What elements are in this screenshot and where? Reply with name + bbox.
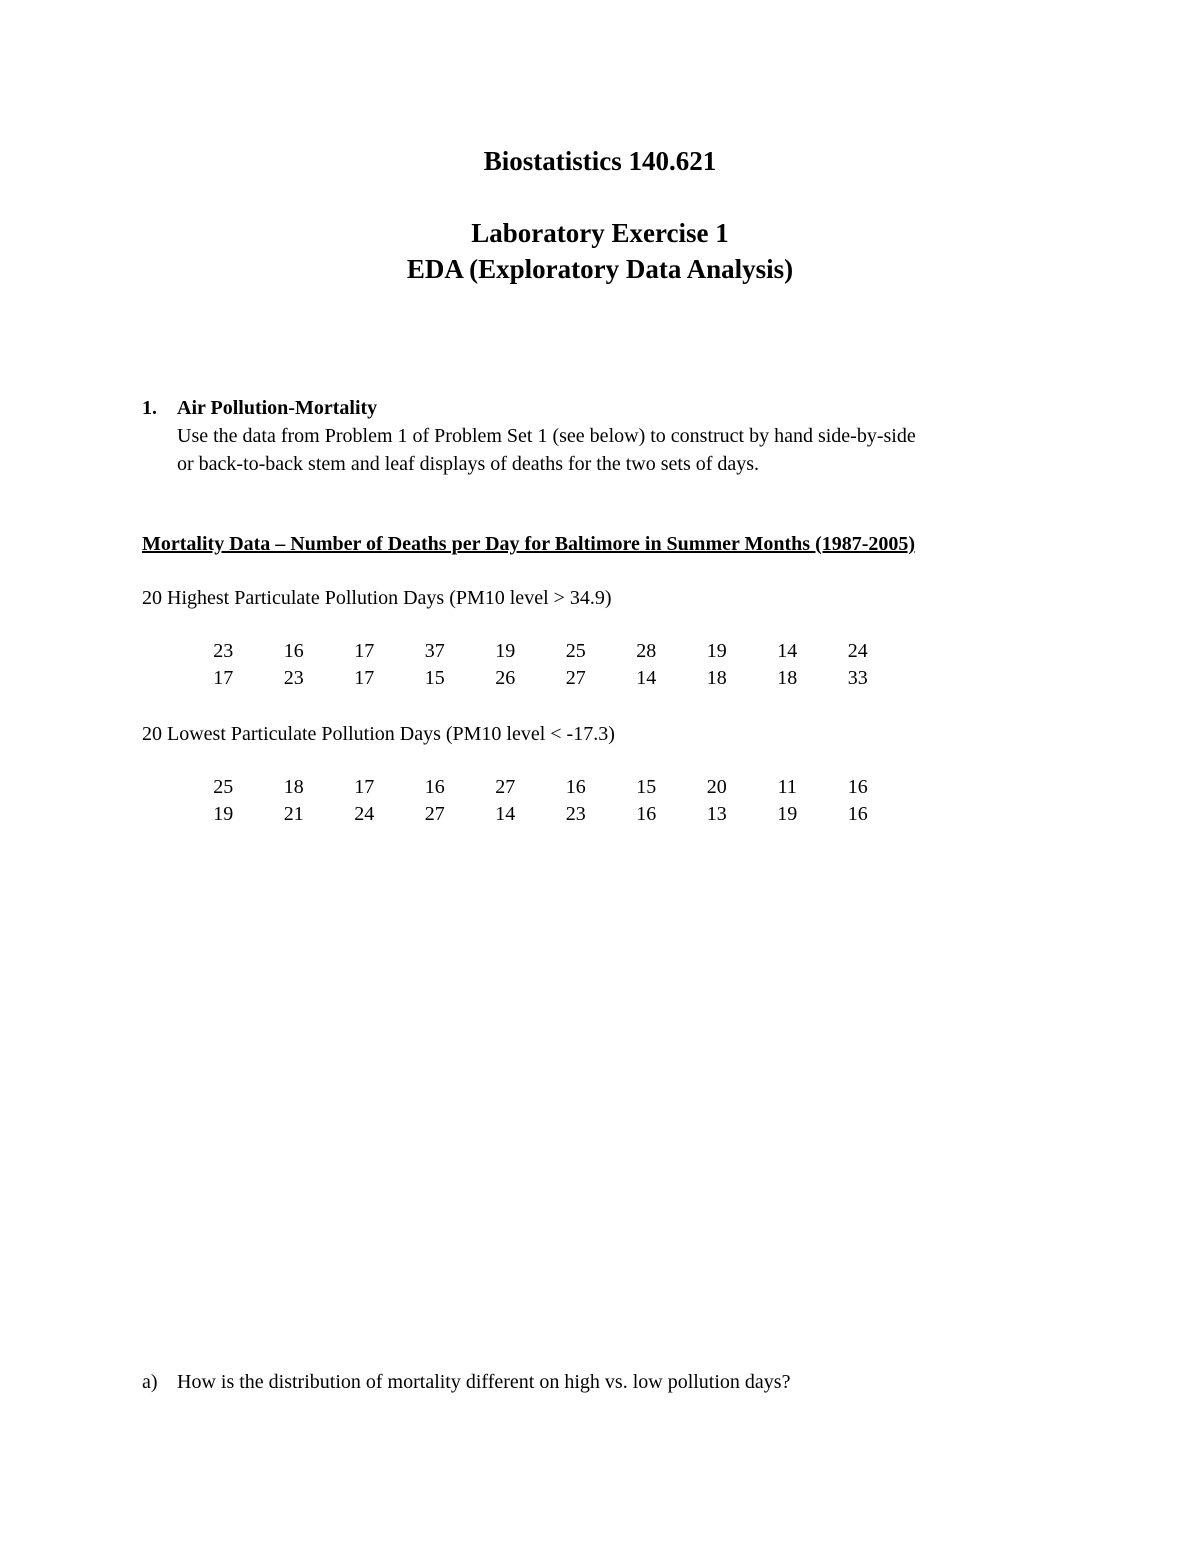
question-heading: Air Pollution-Mortality	[177, 397, 378, 419]
data-value: 16	[283, 640, 304, 662]
question-body	[177, 422, 1077, 478]
data-row	[188, 638, 908, 665]
data-value: 16	[847, 776, 868, 798]
data-value: 23	[213, 640, 234, 662]
high-pollution-label: 20 Highest Particulate Pollution Days (PM10 level > 34.9)	[142, 587, 612, 609]
data-value: 26	[495, 667, 516, 689]
data-value: 28	[636, 640, 657, 662]
data-value: 33	[847, 667, 868, 689]
data-value: 25	[565, 640, 586, 662]
lab-title: Laboratory Exercise 1	[471, 218, 729, 248]
question-body-line: Use the data from Problem 1 of Problem Set 1 (see below) to construct by hand side-by-side	[177, 425, 916, 447]
data-value: 18	[777, 667, 798, 689]
data-value: 16	[565, 776, 586, 798]
data-value: 27	[565, 667, 586, 689]
data-value: 16	[847, 803, 868, 825]
question-body-line: or back-to-back stem and leaf displays of deaths for the two sets of days.	[177, 453, 760, 475]
sub-question-label: a)	[142, 1371, 158, 1393]
data-value: 19	[777, 803, 798, 825]
data-value: 19	[213, 803, 234, 825]
low-pollution-data	[188, 774, 908, 828]
data-value: 19	[495, 640, 516, 662]
data-value: 11	[777, 776, 797, 798]
low-pollution-label: 20 Lowest Particulate Pollution Days (PM10 level < -17.3)	[142, 723, 615, 745]
data-value: 23	[283, 667, 304, 689]
data-value: 21	[283, 803, 304, 825]
data-value: 37	[424, 640, 445, 662]
data-value: 13	[706, 803, 727, 825]
data-value: 19	[706, 640, 727, 662]
data-value: 20	[706, 776, 727, 798]
data-value: 24	[354, 803, 375, 825]
question-number: 1.	[142, 397, 157, 419]
high-pollution-data	[188, 638, 908, 692]
data-value: 15	[636, 776, 657, 798]
data-value: 14	[495, 803, 516, 825]
sub-question-text: How is the distribution of mortality different on high vs. low pollution days?	[177, 1371, 791, 1393]
data-value: 18	[706, 667, 727, 689]
data-row	[188, 801, 908, 828]
data-value: 27	[495, 776, 516, 798]
course-title: Biostatistics 140.621	[483, 146, 717, 176]
mortality-data-heading: Mortality Data – Number of Deaths per Day for Baltimore in Summer Months (1987-2005)	[142, 533, 916, 555]
data-value: 27	[424, 803, 445, 825]
lab-topic: EDA (Exploratory Data Analysis)	[406, 254, 794, 284]
data-value: 23	[565, 803, 586, 825]
data-value: 17	[213, 667, 234, 689]
data-row	[188, 774, 908, 801]
data-value: 25	[213, 776, 234, 798]
data-value: 17	[354, 640, 375, 662]
data-value: 16	[424, 776, 445, 798]
data-value: 18	[283, 776, 304, 798]
data-value: 17	[354, 667, 375, 689]
data-value: 14	[777, 640, 798, 662]
data-value: 24	[847, 640, 868, 662]
data-row	[188, 665, 908, 692]
data-value: 17	[354, 776, 375, 798]
data-value: 16	[636, 803, 657, 825]
data-value: 14	[636, 667, 657, 689]
data-value: 15	[424, 667, 445, 689]
